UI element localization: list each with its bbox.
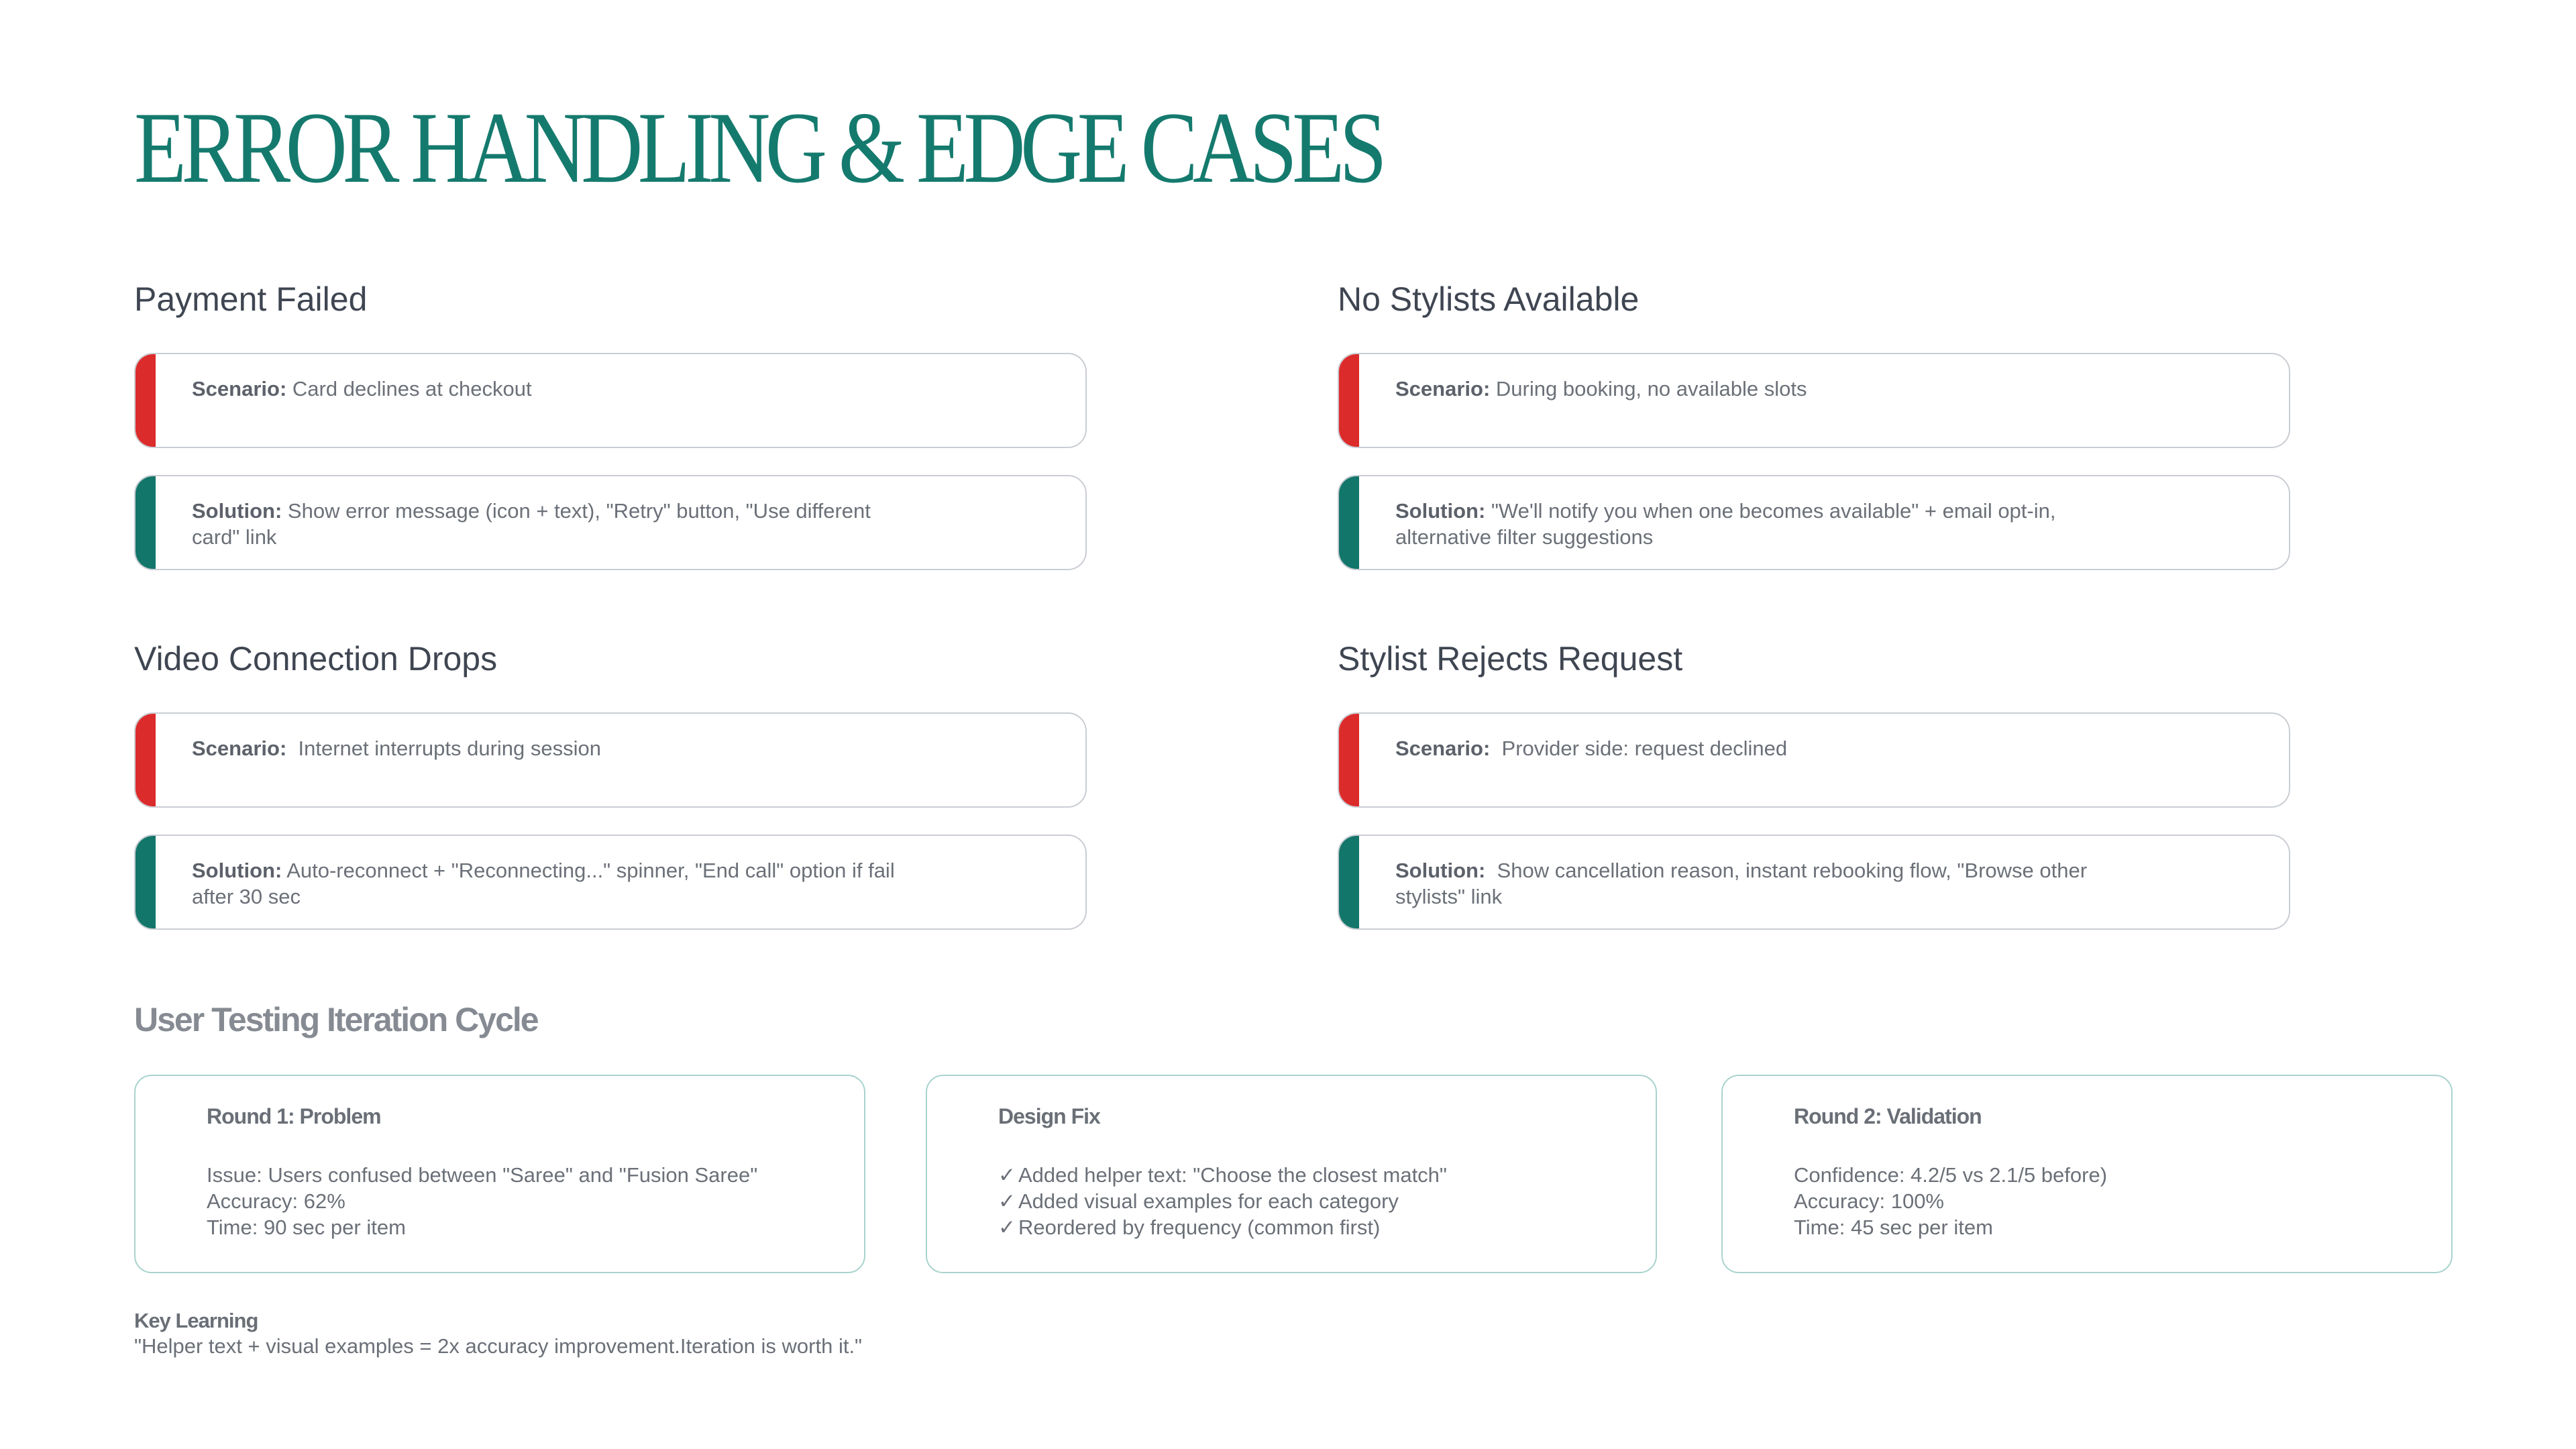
solution-text: "We'll notify you when one becomes available" + email opt-in, alternative filter suggestions <box>1395 499 2056 549</box>
scenario-card-no-stylists <box>1338 353 2290 448</box>
design-fix-title: Design Fix <box>998 1104 1100 1128</box>
solution-accent-bar <box>1339 836 1359 928</box>
round-2-lines <box>1794 1162 2431 1240</box>
scenario-text-block <box>1395 376 2120 402</box>
round-1-title: Round 1: Problem <box>207 1104 381 1128</box>
design-fix-lines <box>998 1162 1635 1240</box>
design-fix-item <box>998 1162 1635 1188</box>
scenario-accent-bar <box>136 714 156 806</box>
scenario-accent-bar <box>1339 354 1359 447</box>
solution-label: Solution: <box>1395 859 1486 882</box>
solution-label: Solution: <box>1395 499 1486 523</box>
round-2-title: Round 2: Validation <box>1794 1104 1982 1128</box>
solution-card-stylist-rejects <box>1338 835 2290 930</box>
solution-label: Solution: <box>192 499 282 523</box>
design-fix-item <box>998 1188 1635 1214</box>
scenario-text-block <box>192 376 916 402</box>
round-1-lines <box>207 1162 844 1240</box>
scenario-text: Internet interrupts during session <box>298 737 601 760</box>
design-fix-item <box>998 1214 1635 1240</box>
round-2-accuracy: Accuracy: 100% <box>1794 1189 1944 1213</box>
scenario-card-payment-failed <box>134 353 1087 448</box>
design-fix-item-text: Reordered by frequency (common first) <box>1018 1216 1381 1239</box>
solution-text: Auto-reconnect + "Reconnecting..." spinner, "End call" option if fail after 30 sec <box>192 859 895 908</box>
section-heading-video-connection: Video Connection Drops <box>134 640 498 678</box>
solution-accent-bar <box>136 476 156 569</box>
design-fix-item-text: Added visual examples for each category <box>1018 1189 1399 1213</box>
testing-section-title: User Testing Iteration Cycle <box>134 1001 538 1038</box>
round-1-issue: Issue: Users confused between "Saree" and "Fusion Saree" <box>207 1163 758 1187</box>
section-heading-no-stylists: No Stylists Available <box>1338 280 1640 318</box>
solution-text-block <box>1395 498 2120 550</box>
round-2-time: Time: 45 sec per item <box>1794 1216 1993 1239</box>
solution-text: Show cancellation reason, instant rebooking flow, "Browse other stylists" link <box>1395 859 2088 908</box>
key-learning-text: "Helper text + visual examples = 2x accuracy improvement.Iteration is worth it." <box>134 1334 863 1358</box>
scenario-label: Scenario: <box>1395 737 1491 760</box>
solution-card-video-connection <box>134 835 1087 930</box>
scenario-text: During booking, no available slots <box>1495 377 1807 400</box>
section-heading-payment-failed: Payment Failed <box>134 280 368 318</box>
solution-accent-bar <box>1339 476 1359 569</box>
page-title: ERROR HANDLING & EDGE CASES <box>134 91 1383 204</box>
scenario-text-block <box>192 735 916 761</box>
scenario-accent-bar <box>136 354 156 447</box>
check-icon: ✓ <box>998 1189 1016 1213</box>
design-fix-item-text: Added helper text: "Choose the closest match" <box>1018 1163 1447 1187</box>
solution-accent-bar <box>136 836 156 928</box>
scenario-text: Provider side: request declined <box>1501 737 1788 760</box>
solution-text: Show error message (icon + text), "Retry" button, "Use different card" link <box>192 499 871 549</box>
round-1-card <box>134 1075 865 1273</box>
solution-text-block <box>192 857 916 910</box>
solution-card-no-stylists <box>1338 475 2290 570</box>
solution-card-payment-failed <box>134 475 1087 570</box>
check-icon: ✓ <box>998 1163 1016 1187</box>
scenario-card-stylist-rejects <box>1338 712 2290 808</box>
check-icon: ✓ <box>998 1216 1016 1239</box>
key-learning-title: Key Learning <box>134 1309 258 1332</box>
round-1-accuracy: Accuracy: 62% <box>207 1189 345 1213</box>
section-heading-stylist-rejects: Stylist Rejects Request <box>1338 640 1683 678</box>
scenario-label: Scenario: <box>192 737 287 760</box>
round-1-time: Time: 90 sec per item <box>207 1216 406 1239</box>
solution-text-block <box>1395 857 2120 910</box>
design-fix-card <box>926 1075 1657 1273</box>
solution-text-block <box>192 498 916 550</box>
round-2-card <box>1721 1075 2453 1273</box>
scenario-card-video-connection <box>134 712 1087 808</box>
scenario-accent-bar <box>1339 714 1359 806</box>
scenario-text-block <box>1395 735 2120 761</box>
scenario-label: Scenario: <box>1395 377 1491 400</box>
scenario-text: Card declines at checkout <box>292 377 532 400</box>
solution-label: Solution: <box>192 859 282 882</box>
round-2-confidence: Confidence: 4.2/5 vs 2.1/5 before) <box>1794 1163 2108 1187</box>
scenario-label: Scenario: <box>192 377 287 400</box>
